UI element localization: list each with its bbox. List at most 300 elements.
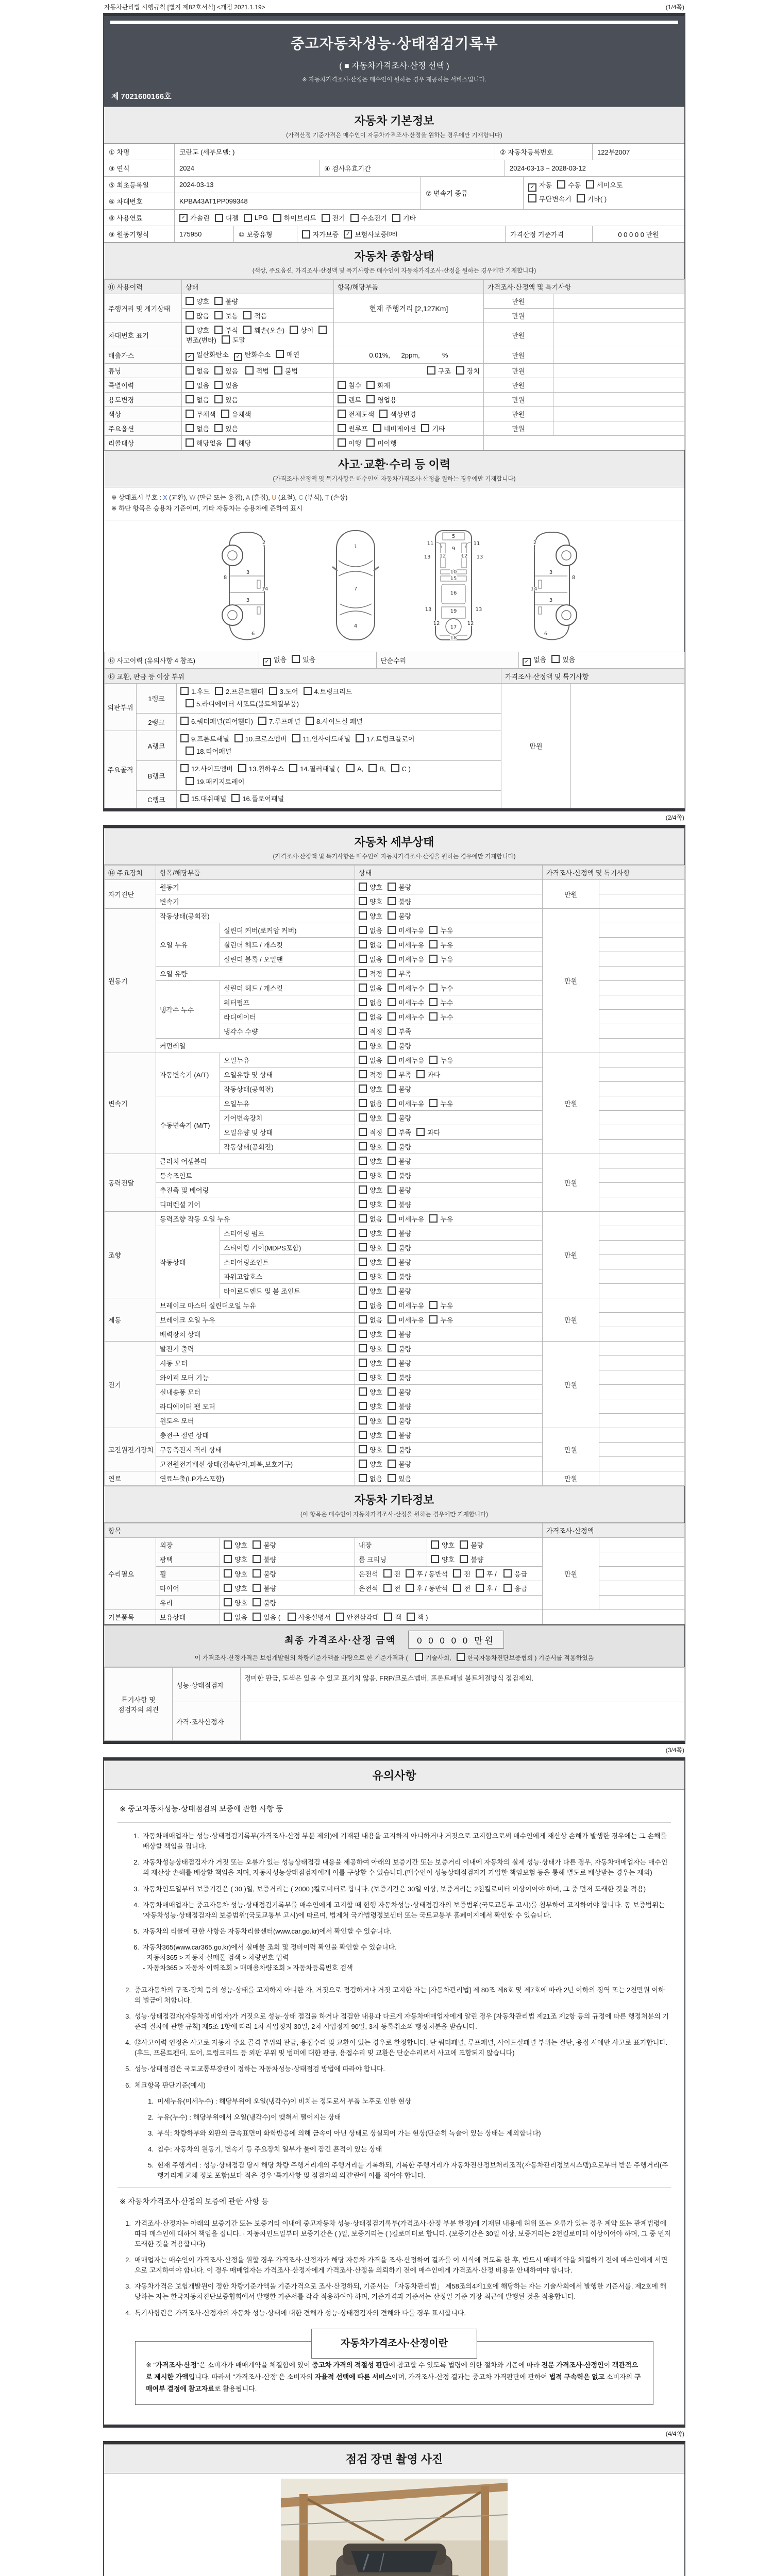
item-cell <box>334 364 484 378</box>
notices-header <box>104 1760 684 1790</box>
checkbox-label: 불량 <box>398 1345 412 1353</box>
note-cell <box>599 1457 685 1471</box>
checkbox[interactable] <box>253 1555 261 1563</box>
checkbox[interactable] <box>388 1099 396 1107</box>
checkbox[interactable] <box>346 764 355 772</box>
checkbox[interactable] <box>338 424 346 432</box>
checkbox[interactable] <box>214 297 223 305</box>
checkbox-label: 불량 <box>398 1388 412 1396</box>
sub-item-label: 오일유량 및 상태 <box>220 1125 355 1140</box>
checkbox[interactable] <box>368 764 377 772</box>
checkbox[interactable] <box>253 1613 261 1621</box>
checkbox[interactable]: ✓ <box>528 183 536 192</box>
item-label: 수동변속기 (M/T) <box>156 1096 220 1154</box>
checkbox[interactable] <box>388 1157 396 1165</box>
checkbox[interactable] <box>180 734 189 742</box>
checkbox[interactable] <box>388 1344 396 1352</box>
checkbox-label: 전체도색 <box>348 411 375 418</box>
checkbox[interactable] <box>253 1540 261 1549</box>
checkbox[interactable] <box>359 1200 367 1208</box>
checkbox[interactable] <box>224 1555 232 1563</box>
checkbox[interactable] <box>388 1445 396 1453</box>
checkbox-label: 구조 <box>438 367 451 375</box>
checkbox[interactable] <box>338 410 346 418</box>
checkbox[interactable] <box>359 897 367 905</box>
checkbox[interactable] <box>359 998 367 1006</box>
checkbox[interactable] <box>224 1569 232 1578</box>
checkbox[interactable] <box>359 1243 367 1251</box>
checkbox[interactable] <box>338 395 346 403</box>
checkbox-label: 미세누유 <box>398 1215 425 1223</box>
field-label: ⑦ 변속기 종류 <box>421 177 524 209</box>
notice-text: 가격조사·산정자는 아래의 보증기간 또는 보증거리 이내에 중고자동차 성능·상태점검기록부(가격조사·산정 부분 한정)에 기재된 내용에 허위 또는 오류가 있는 경우 계약 또는 관계법령에 따라 매수인에 대하여 책임을 집니다. · 자동차인도일부터 보증기간은 ( )일, 보증거리는 ( )킬로미터로 합니다. (보증기간은 30일 이상, 보증거리는 2천킬로미터 이상이어야 하며, 그 중 먼저 도래한 것을 적용합니다) <box>135 2219 671 2248</box>
checkbox[interactable]: ✓ <box>186 353 194 361</box>
checkbox[interactable] <box>388 1200 396 1208</box>
price-cell: 만원 <box>501 683 571 808</box>
checkbox[interactable] <box>244 214 252 222</box>
table-row <box>105 1053 685 1067</box>
checkbox[interactable] <box>384 1613 392 1621</box>
checkbox[interactable] <box>227 438 236 447</box>
checkbox[interactable] <box>186 699 194 707</box>
checkbox[interactable] <box>273 214 281 222</box>
checkbox[interactable] <box>215 214 223 222</box>
checkbox[interactable]: ✓ <box>234 353 242 361</box>
checkbox[interactable] <box>388 1402 396 1410</box>
item-label: 오일 누유 <box>156 923 220 967</box>
note-cell <box>599 1269 685 1284</box>
checkbox[interactable] <box>350 214 359 222</box>
checkbox[interactable] <box>180 717 189 725</box>
checkbox[interactable] <box>366 395 375 403</box>
checkbox[interactable] <box>318 326 327 334</box>
checkbox[interactable] <box>359 1474 367 1482</box>
checkbox[interactable] <box>429 1315 438 1324</box>
checkbox[interactable] <box>388 1070 396 1078</box>
note-cell <box>599 1414 685 1428</box>
checkbox[interactable] <box>391 764 399 772</box>
sub-item-label: 작동상태(공회전) <box>220 1140 355 1154</box>
checkbox[interactable] <box>234 734 243 742</box>
checkbox[interactable] <box>356 734 364 742</box>
checkbox[interactable] <box>359 926 367 934</box>
checkbox[interactable] <box>359 1171 367 1179</box>
checkbox[interactable] <box>388 1171 396 1179</box>
checkbox[interactable] <box>214 395 223 403</box>
checkbox[interactable] <box>359 1402 367 1410</box>
note-cell <box>599 1471 685 1486</box>
checkbox[interactable] <box>292 655 300 663</box>
svg-text:16: 16 <box>450 590 457 596</box>
checkbox[interactable] <box>359 1460 367 1468</box>
checkbox[interactable] <box>388 1229 396 1237</box>
checkbox[interactable] <box>456 366 464 375</box>
price-cell <box>543 1610 685 1624</box>
checkbox[interactable] <box>388 1460 396 1468</box>
checkbox[interactable] <box>586 180 594 189</box>
checkbox[interactable] <box>359 984 367 992</box>
device-group-label: 변속기 <box>105 1053 156 1154</box>
checkbox[interactable] <box>304 687 312 695</box>
checkbox[interactable] <box>186 297 194 305</box>
checkbox[interactable] <box>186 326 194 334</box>
text-segment: (손상) <box>329 494 348 501</box>
checkbox[interactable] <box>292 734 300 742</box>
checkbox-label: 전 <box>394 1570 401 1578</box>
column-header: 상태 <box>355 866 543 880</box>
checkbox-label: 장치 <box>466 367 480 375</box>
checkbox[interactable] <box>243 311 251 319</box>
checkbox[interactable] <box>415 1653 423 1661</box>
checkbox[interactable] <box>429 1214 438 1223</box>
checkbox[interactable] <box>388 1272 396 1280</box>
checkbox[interactable] <box>359 1359 367 1367</box>
checkbox[interactable] <box>388 1474 396 1482</box>
checkbox[interactable] <box>388 998 396 1006</box>
checkbox[interactable] <box>388 1431 396 1439</box>
checkbox-label: 불량 <box>398 1287 412 1295</box>
checkbox[interactable] <box>214 424 223 432</box>
checkbox[interactable] <box>366 438 375 447</box>
notice-item <box>140 2096 671 2107</box>
checkbox[interactable] <box>388 883 396 891</box>
notice-number: 3. <box>148 2129 154 2137</box>
checkbox[interactable] <box>416 1070 425 1078</box>
svg-text:2: 2 <box>262 539 266 546</box>
checkbox[interactable] <box>224 1613 232 1621</box>
checkbox[interactable] <box>224 1540 232 1549</box>
checkbox-label: 훼손(오손) <box>254 327 285 334</box>
checkbox[interactable] <box>222 335 230 344</box>
checkbox[interactable] <box>221 410 229 418</box>
checkbox-label: 불량 <box>263 1556 277 1564</box>
checkbox[interactable] <box>258 717 266 725</box>
checkbox[interactable] <box>429 998 438 1006</box>
checkbox[interactable] <box>359 955 367 963</box>
item-label: 구동축전지 격리 상태 <box>156 1443 355 1457</box>
checkbox-label: 누유 <box>440 1057 453 1064</box>
checkbox[interactable] <box>388 1330 396 1338</box>
checkbox[interactable] <box>359 1027 367 1035</box>
sub-item-label: 오일누유 <box>220 1053 355 1067</box>
checkbox[interactable] <box>388 1359 396 1367</box>
checkbox[interactable] <box>289 764 297 772</box>
checkbox[interactable] <box>186 366 194 375</box>
checkbox[interactable] <box>359 1315 367 1324</box>
checkbox[interactable] <box>388 1142 396 1150</box>
checkbox[interactable] <box>359 883 367 891</box>
checkbox[interactable] <box>388 1041 396 1049</box>
checkbox-label: 화재 <box>377 382 391 389</box>
checkbox[interactable] <box>429 1056 438 1064</box>
checkbox[interactable] <box>186 747 194 755</box>
checkbox[interactable] <box>359 1286 367 1295</box>
text-segment: 법적 구속력은 없고 <box>549 2373 605 2381</box>
checkbox[interactable] <box>407 1613 415 1621</box>
checkbox[interactable] <box>373 424 381 432</box>
checkbox[interactable] <box>388 897 396 905</box>
state-cell <box>355 1385 543 1399</box>
checkbox[interactable] <box>359 1157 367 1165</box>
checkbox[interactable] <box>186 777 194 785</box>
text-segment: 운전석 <box>359 1570 378 1578</box>
checkbox[interactable] <box>431 1540 439 1549</box>
checkbox-label: 해당 <box>238 439 251 447</box>
checkbox-label: 불법 <box>285 367 298 375</box>
checkbox[interactable] <box>214 311 223 319</box>
checkbox-label: B, <box>379 765 386 773</box>
checkbox-label: 자동 <box>539 181 552 189</box>
checkbox[interactable] <box>388 1387 396 1396</box>
checkbox-label: 없음 <box>369 1013 383 1021</box>
notice-item <box>117 2064 671 2074</box>
checkbox[interactable] <box>416 1128 425 1136</box>
checkbox-label: 색상변경 <box>390 411 416 418</box>
state-cell <box>355 1168 543 1183</box>
checkbox[interactable] <box>359 1113 367 1122</box>
checkbox[interactable] <box>388 1084 396 1093</box>
checkbox[interactable] <box>406 1584 414 1592</box>
checkbox[interactable] <box>359 1416 367 1425</box>
checkbox[interactable] <box>359 1070 367 1078</box>
checkbox[interactable]: ✓ <box>344 230 352 239</box>
state-cell <box>355 1154 543 1168</box>
checkbox[interactable] <box>186 424 194 432</box>
checkbox[interactable] <box>388 1301 396 1309</box>
checkbox[interactable] <box>253 1598 261 1606</box>
checkbox[interactable] <box>359 1373 367 1381</box>
checkbox[interactable] <box>359 1258 367 1266</box>
table-row <box>105 880 685 894</box>
checkbox[interactable] <box>388 1373 396 1381</box>
table-row <box>105 1702 685 1741</box>
checkbox[interactable] <box>366 381 375 389</box>
checkbox[interactable] <box>392 214 400 222</box>
checkbox[interactable] <box>359 1128 367 1136</box>
note-cell <box>599 1226 685 1241</box>
checkbox[interactable] <box>388 1214 396 1223</box>
checkbox[interactable] <box>238 764 246 772</box>
checkbox-label: 없음 <box>369 1316 383 1324</box>
checkbox[interactable] <box>388 969 396 977</box>
checkbox[interactable] <box>322 214 330 222</box>
note-cell <box>553 347 685 364</box>
svg-text:11: 11 <box>473 540 480 547</box>
checkbox[interactable] <box>503 1584 512 1592</box>
checkbox[interactable] <box>460 1555 468 1563</box>
checkbox-label: 수소전기 <box>361 214 387 222</box>
state-cell <box>355 1010 543 1024</box>
checkbox[interactable] <box>388 1416 396 1425</box>
checkbox[interactable] <box>224 1598 232 1606</box>
checkbox[interactable] <box>269 687 277 695</box>
checkbox[interactable] <box>290 326 298 334</box>
checkbox[interactable] <box>453 1584 461 1592</box>
checkbox[interactable] <box>253 1584 261 1592</box>
checkbox[interactable] <box>215 687 223 695</box>
checkbox[interactable] <box>388 911 396 920</box>
checkbox[interactable] <box>388 984 396 992</box>
note-cell <box>599 1067 685 1082</box>
checkbox[interactable]: ✓ <box>523 658 531 666</box>
checkbox-label: 유채색 <box>231 411 251 418</box>
checkbox[interactable] <box>359 1185 367 1194</box>
item-cell: 0.01%, 2ppm, % <box>334 347 484 364</box>
notice-text: 누유(누수) : 해당부위에서 오일(냉각수)이 맺혀서 떨어지는 상태 <box>157 2113 341 2121</box>
checkbox[interactable] <box>359 1099 367 1107</box>
checkbox[interactable] <box>388 1027 396 1035</box>
item-cell <box>334 421 484 436</box>
checkbox[interactable] <box>388 1243 396 1251</box>
checkbox[interactable] <box>214 326 223 334</box>
state-cell <box>427 1552 543 1567</box>
checkbox[interactable] <box>388 926 396 934</box>
checkbox[interactable] <box>453 1569 461 1578</box>
checkbox[interactable] <box>388 1315 396 1324</box>
checkbox[interactable] <box>359 940 367 948</box>
checkbox[interactable] <box>503 1569 512 1578</box>
checkbox-label: 있음 <box>263 1614 277 1621</box>
checkbox[interactable] <box>421 424 429 432</box>
checkbox[interactable] <box>460 1540 468 1549</box>
checkbox[interactable] <box>457 1653 465 1661</box>
checkbox[interactable] <box>231 794 240 802</box>
checkbox[interactable] <box>359 1272 367 1280</box>
checkbox[interactable] <box>359 1214 367 1223</box>
checkbox[interactable] <box>388 1056 396 1064</box>
checkbox[interactable] <box>359 1344 367 1352</box>
checkbox[interactable] <box>359 1084 367 1093</box>
checkbox[interactable] <box>388 1286 396 1295</box>
checkbox-label: 19.패키지트레이 <box>196 777 245 786</box>
checkbox[interactable] <box>359 1041 367 1049</box>
checkbox[interactable] <box>336 1613 344 1621</box>
checkbox[interactable] <box>406 1569 414 1578</box>
law-reference: 자동차관리법 시행규칙 [별지 제82호서식] <개정 2021.1.19> <box>104 4 265 11</box>
checkbox[interactable] <box>214 381 223 389</box>
checkbox[interactable] <box>427 366 435 375</box>
checkbox[interactable] <box>338 381 346 389</box>
checkbox-label: 가솔린 <box>190 214 210 222</box>
checkbox[interactable] <box>288 1613 296 1621</box>
price-cell: 만원 <box>484 309 553 323</box>
checkbox[interactable] <box>186 311 194 319</box>
checkbox[interactable] <box>388 1113 396 1122</box>
row-label: 용도변경 <box>105 393 182 407</box>
checkbox[interactable] <box>186 381 194 389</box>
checkbox[interactable] <box>359 1301 367 1309</box>
checkbox[interactable] <box>338 438 346 447</box>
checkbox[interactable] <box>186 395 194 403</box>
checkbox[interactable] <box>359 911 367 920</box>
checkbox[interactable] <box>214 366 223 375</box>
checkbox[interactable] <box>429 1301 438 1309</box>
notice-item <box>117 2218 671 2249</box>
model-year-value: 2024 <box>175 160 320 176</box>
checkbox[interactable] <box>359 1229 367 1237</box>
checkbox[interactable] <box>429 1099 438 1107</box>
checkbox[interactable] <box>528 194 536 202</box>
table-row <box>105 1428 685 1443</box>
checkbox[interactable] <box>388 1012 396 1021</box>
state-cell <box>182 407 334 421</box>
text-segment: / <box>493 1570 499 1578</box>
checkbox[interactable] <box>276 350 284 358</box>
checkbox-label: 불량 <box>398 884 412 891</box>
checkbox[interactable] <box>186 438 194 447</box>
checkbox[interactable] <box>476 1584 484 1592</box>
notice-text: 침수: 자동차의 원동기, 변속기 등 주요장치 일부가 물에 잠긴 흔적이 있는 상태 <box>157 2145 382 2154</box>
checkbox[interactable]: ✓ <box>179 214 188 222</box>
checkbox[interactable] <box>306 717 314 725</box>
checkbox[interactable] <box>429 984 438 992</box>
checkbox[interactable] <box>577 194 585 202</box>
checkbox[interactable] <box>302 230 310 239</box>
notice-number: 5. <box>148 2161 154 2170</box>
checkbox[interactable] <box>359 1330 367 1338</box>
field-label: ② 자동차등록번호 <box>495 144 593 160</box>
checkbox[interactable] <box>388 940 396 948</box>
svg-text:3: 3 <box>549 569 553 575</box>
checkbox-label: 불량 <box>398 1259 412 1266</box>
checkbox[interactable] <box>429 940 438 948</box>
checkbox[interactable] <box>359 969 367 977</box>
checkbox-label: 양호 <box>234 1599 248 1607</box>
basic-info-table <box>104 144 684 242</box>
checkbox[interactable] <box>388 955 396 963</box>
checkbox[interactable] <box>383 1569 392 1578</box>
checkbox[interactable] <box>388 1128 396 1136</box>
page-marker-3: (3/4쪽) <box>665 1747 684 1754</box>
item-label: 커먼레일 <box>156 1039 355 1053</box>
checkbox[interactable] <box>388 1258 396 1266</box>
checkbox[interactable] <box>245 366 254 375</box>
checkbox[interactable] <box>429 926 438 934</box>
sub-item-label: 실린더 헤드 / 개스킷 <box>220 981 355 995</box>
checkbox[interactable] <box>359 1012 367 1021</box>
checkbox-label: 양호 <box>369 1086 383 1093</box>
checkbox[interactable] <box>429 1012 438 1021</box>
inspection-photo-front <box>104 2473 684 2576</box>
checkbox[interactable] <box>186 410 194 418</box>
checkbox[interactable] <box>557 180 565 189</box>
checkbox[interactable] <box>431 1555 439 1563</box>
checkbox[interactable] <box>180 687 189 695</box>
checkbox[interactable] <box>243 326 251 334</box>
checkbox[interactable] <box>253 1569 261 1578</box>
checkbox[interactable] <box>359 1431 367 1439</box>
checkbox[interactable] <box>359 1056 367 1064</box>
checkbox[interactable] <box>429 955 438 963</box>
checkbox[interactable] <box>383 1584 392 1592</box>
state-cell <box>355 1039 543 1053</box>
note-cell <box>599 1298 685 1313</box>
checkbox[interactable] <box>180 794 189 802</box>
checkbox[interactable] <box>180 764 189 772</box>
checkbox[interactable] <box>224 1584 232 1592</box>
checkbox[interactable] <box>359 1142 367 1150</box>
checkbox[interactable] <box>476 1569 484 1578</box>
checkbox-label: 누수 <box>440 1013 453 1021</box>
checkbox[interactable] <box>359 1387 367 1396</box>
checkbox[interactable] <box>551 655 560 663</box>
checkbox-label: 있음 <box>225 382 239 389</box>
checkbox[interactable] <box>359 1445 367 1453</box>
checkbox[interactable] <box>388 1185 396 1194</box>
checkbox[interactable]: ✓ <box>263 658 271 666</box>
checkbox[interactable] <box>274 366 282 375</box>
checkbox[interactable] <box>379 410 388 418</box>
